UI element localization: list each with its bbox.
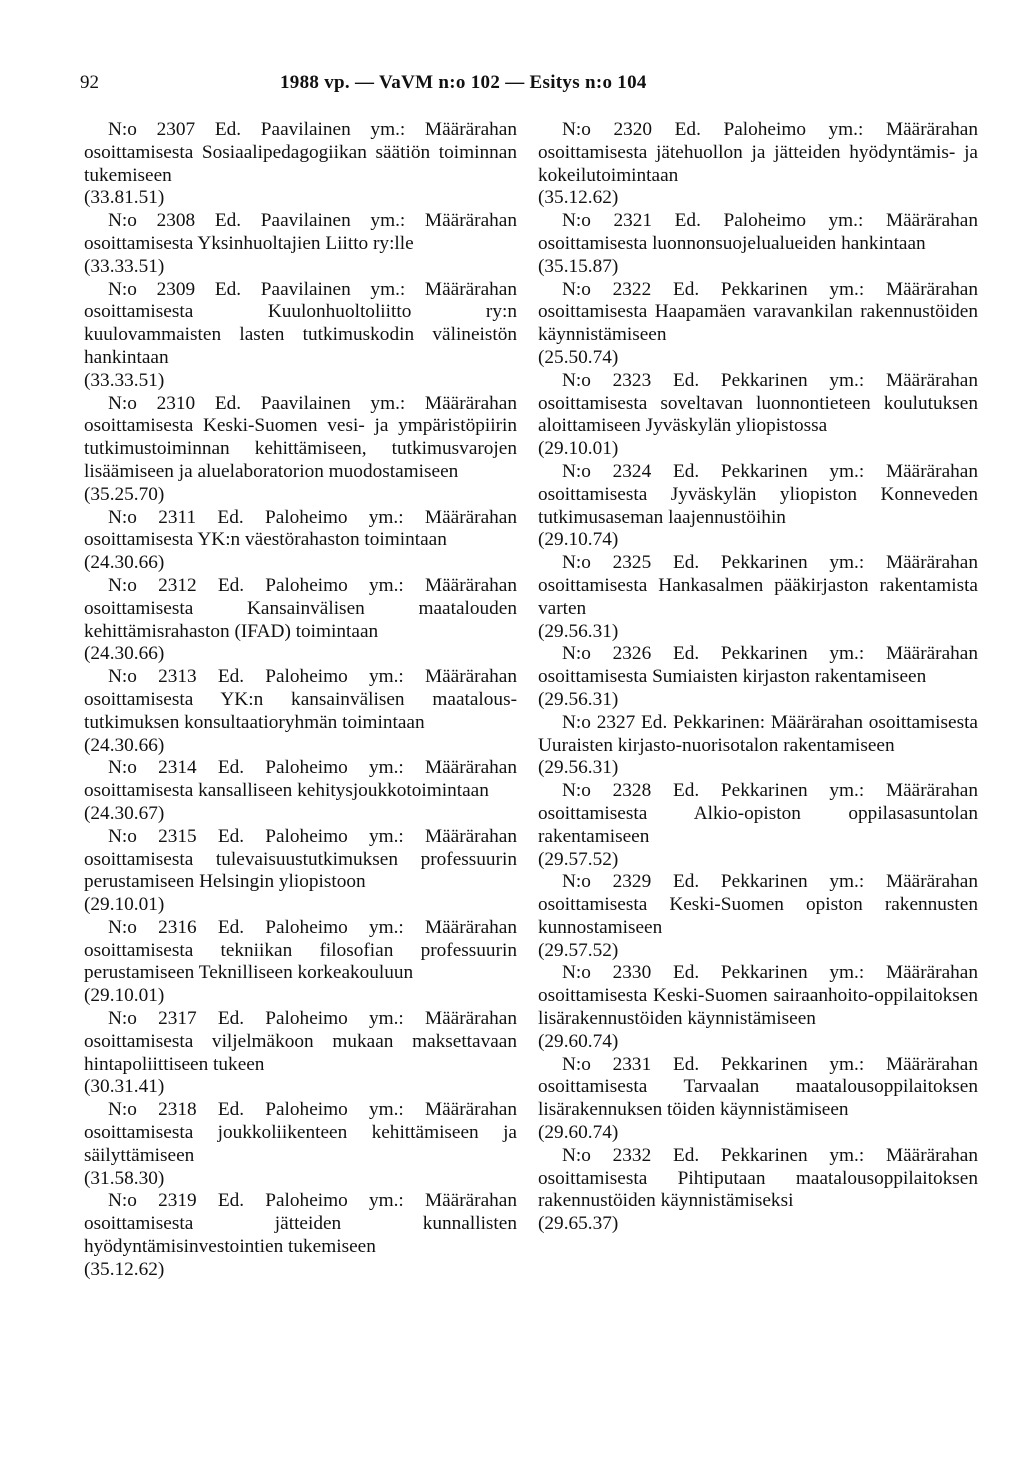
entry-code: (29.10.01): [84, 985, 165, 1007]
entry-code: (24.30.67): [84, 802, 165, 824]
entry-code: (35.25.70): [84, 483, 165, 505]
entry-title: N:o 2309 Ed. Paavilainen ym.: Määrärahan osoittamisesta Kuulonhuoltoliitto ry:n kuulovammaisten lasten tutkimuskodin välineistön hankintaan: [84, 278, 517, 368]
entry-code: (29.10.01): [538, 438, 619, 460]
list-item: [538, 643, 978, 711]
list-item: [538, 210, 978, 278]
entry-code: (29.57.52): [538, 939, 619, 961]
entry-code: (29.60.74): [538, 1122, 619, 1144]
entry-title: N:o 2316 Ed. Paloheimo ym.: Määrärahan osoittamisesta tekniikan filosofian professuurin perustamiseen Teknilliseen korkeakouluun: [84, 916, 517, 984]
entry-code: (25.50.74): [538, 346, 619, 368]
entry-title: N:o 2320 Ed. Paloheimo ym.: Määrärahan osoittamisesta jätehuollon ja jätteiden hyödyntämis- ja kokeilutoimintaan: [538, 119, 978, 186]
entry-title: N:o 2325 Ed. Pekkarinen ym.: Määrärahan osoittamisesta Hankasalmen pääkirjaston rakentamista varten: [538, 552, 978, 619]
list-item: [84, 666, 517, 757]
list-item: [84, 507, 517, 575]
entry-title: N:o 2331 Ed. Pekkarinen ym.: Määrärahan osoittamisesta Tarvaalan maatalousoppilaitoksen lisärakennuksen töiden käynnistämiseen: [538, 1053, 978, 1121]
entry-title: N:o 2319 Ed. Paloheimo ym.: Määrärahan osoittamisesta jätteiden kunnallisten hyödyntämisinvestointien tukemiseen: [84, 1190, 517, 1258]
list-item: [84, 917, 517, 1008]
entry-code: (24.30.66): [84, 552, 165, 574]
list-item: [538, 461, 978, 552]
list-item: [538, 962, 978, 1053]
entry-title: N:o 2307 Ed. Paavilainen ym.: Määrärahan osoittamisesta Sosiaalipedagogiikan säätiön toiminnan tukemiseen: [84, 119, 517, 186]
entry-title: N:o 2321 Ed. Paloheimo ym.: Määrärahan osoittamisesta luonnonsuojelualueiden hankintaan: [538, 210, 978, 254]
list-item: [84, 1099, 517, 1190]
running-head: 1988 vp. — VaVM n:o 102 — Esitys n:o 104: [280, 72, 647, 93]
entry-title: N:o 2328 Ed. Pekkarinen ym.: Määrärahan osoittamisesta Alkio-opiston oppilasasuntolan rakentamiseen: [538, 780, 978, 847]
list-item: [538, 279, 978, 370]
list-item: [538, 1145, 978, 1236]
entry-title: N:o 2314 Ed. Paloheimo ym.: Määrärahan osoittamisesta kansalliseen kehitysjoukkotoimintaan: [84, 757, 517, 802]
entry-code: (35.15.87): [538, 255, 619, 277]
list-item: [538, 119, 978, 210]
list-item: [84, 393, 517, 507]
list-item: [84, 119, 517, 210]
list-item: [538, 552, 978, 643]
entry-title: N:o 2323 Ed. Pekkarinen ym.: Määrärahan osoittamisesta soveltavan luonnontieteen koulutuksen aloittamiseen Jyväskylän yliopistossa: [538, 369, 978, 437]
entry-code: (35.12.62): [84, 1258, 165, 1280]
entry-title: N:o 2318 Ed. Paloheimo ym.: Määrärahan osoittamisesta joukkoliikenteen kehittämiseen ja säilyttämiseen: [84, 1099, 517, 1166]
entry-code: (29.56.31): [538, 620, 619, 642]
entry-code: (30.31.41): [84, 1076, 165, 1098]
entry-code: (29.10.74): [538, 529, 619, 551]
list-item: [84, 757, 517, 825]
entry-title: N:o 2308 Ed. Paavilainen ym.: Määrärahan osoittamisesta Yksinhuoltajien Liitto ry:lle: [84, 210, 517, 254]
entry-title: N:o 2322 Ed. Pekkarinen ym.: Määrärahan osoittamisesta Haapamäen varavankilan rakennustöiden käynnistämiseen: [538, 278, 978, 346]
right-column: [538, 119, 978, 1236]
entry-title: N:o 2313 Ed. Paloheimo ym.: Määrärahan osoittamisesta YK:n kansainvälisen maatalous-tutkimuksen konsultaatioryhmän toimintaan: [84, 666, 517, 733]
entry-title: N:o 2326 Ed. Pekkarinen ym.: Määrärahan osoittamisesta Sumiaisten kirjaston rakentamiseen: [538, 643, 978, 688]
list-item: [538, 780, 978, 871]
entry-title: N:o 2311 Ed. Paloheimo ym.: Määrärahan osoittamisesta YK:n väestörahaston toimintaan: [84, 506, 517, 551]
page-header: [80, 72, 940, 102]
entry-code: (24.30.66): [84, 734, 165, 756]
list-item: [84, 826, 517, 917]
entry-code: (29.60.74): [538, 1030, 619, 1052]
list-item: [538, 1054, 978, 1145]
list-item: [538, 712, 978, 780]
entry-code: (33.33.51): [84, 369, 165, 391]
list-item: [84, 575, 517, 666]
list-item: [538, 370, 978, 461]
entry-title: N:o 2330 Ed. Pekkarinen ym.: Määrärahan osoittamisesta Keski-Suomen sairaanhoito-oppilaitoksen lisärakennustöiden käynnistämiseen: [538, 962, 978, 1030]
entry-title: N:o 2327 Ed. Pekkarinen: Määrärahan osoittamisesta Uuraisten kirjasto-nuorisotalon rakentamiseen: [538, 711, 978, 756]
entry-code: (35.12.62): [538, 187, 619, 209]
entry-code: (31.58.30): [84, 1167, 165, 1189]
entry-code: (29.65.37): [538, 1213, 619, 1235]
list-item: [84, 210, 517, 278]
list-item: [538, 871, 978, 962]
entry-code: (33.81.51): [84, 187, 165, 209]
list-item: [84, 279, 517, 393]
entry-title: N:o 2332 Ed. Pekkarinen ym.: Määrärahan osoittamisesta Pihtiputaan maatalousoppilaitoksen rakennustöiden käynnistämiseksi: [538, 1144, 978, 1212]
entry-code: (29.57.52): [538, 848, 619, 870]
entry-title: N:o 2329 Ed. Pekkarinen ym.: Määrärahan osoittamisesta Keski-Suomen opiston rakennusten kunnostamiseen: [538, 871, 978, 938]
entry-code: (29.10.01): [84, 894, 165, 916]
entry-title: N:o 2310 Ed. Paavilainen ym.: Määrärahan osoittamisesta Keski-Suomen vesi- ja ympäristöpiirin tutkimustoiminnan kehittämiseen, tutkimusvarojen lisäämiseen ja aluelaboratorion muodostamiseen: [84, 392, 517, 482]
page-number: 92: [80, 72, 99, 93]
entry-title: N:o 2317 Ed. Paloheimo ym.: Määrärahan osoittamisesta viljelmäkoon mukaan maksettavaan hintapoliittiseen tukeen: [84, 1008, 517, 1075]
entry-code: (29.56.31): [538, 757, 619, 779]
list-item: [84, 1190, 517, 1281]
entry-title: N:o 2312 Ed. Paloheimo ym.: Määrärahan osoittamisesta Kansainvälisen maatalouden kehittämisrahaston (IFAD) toimintaan: [84, 574, 517, 642]
entry-code: (33.33.51): [84, 255, 165, 277]
entry-title: N:o 2324 Ed. Pekkarinen ym.: Määrärahan osoittamisesta Jyväskylän yliopiston Konneveden tutkimusaseman laajennustöihin: [538, 460, 978, 528]
left-column: [84, 119, 517, 1282]
entry-code: (24.30.66): [84, 643, 165, 665]
list-item: [84, 1008, 517, 1099]
entry-title: N:o 2315 Ed. Paloheimo ym.: Määrärahan osoittamisesta tulevaisuustutkimuksen professuurin perustamiseen Helsingin yliopistoon: [84, 825, 517, 893]
entry-code: (29.56.31): [538, 688, 619, 710]
